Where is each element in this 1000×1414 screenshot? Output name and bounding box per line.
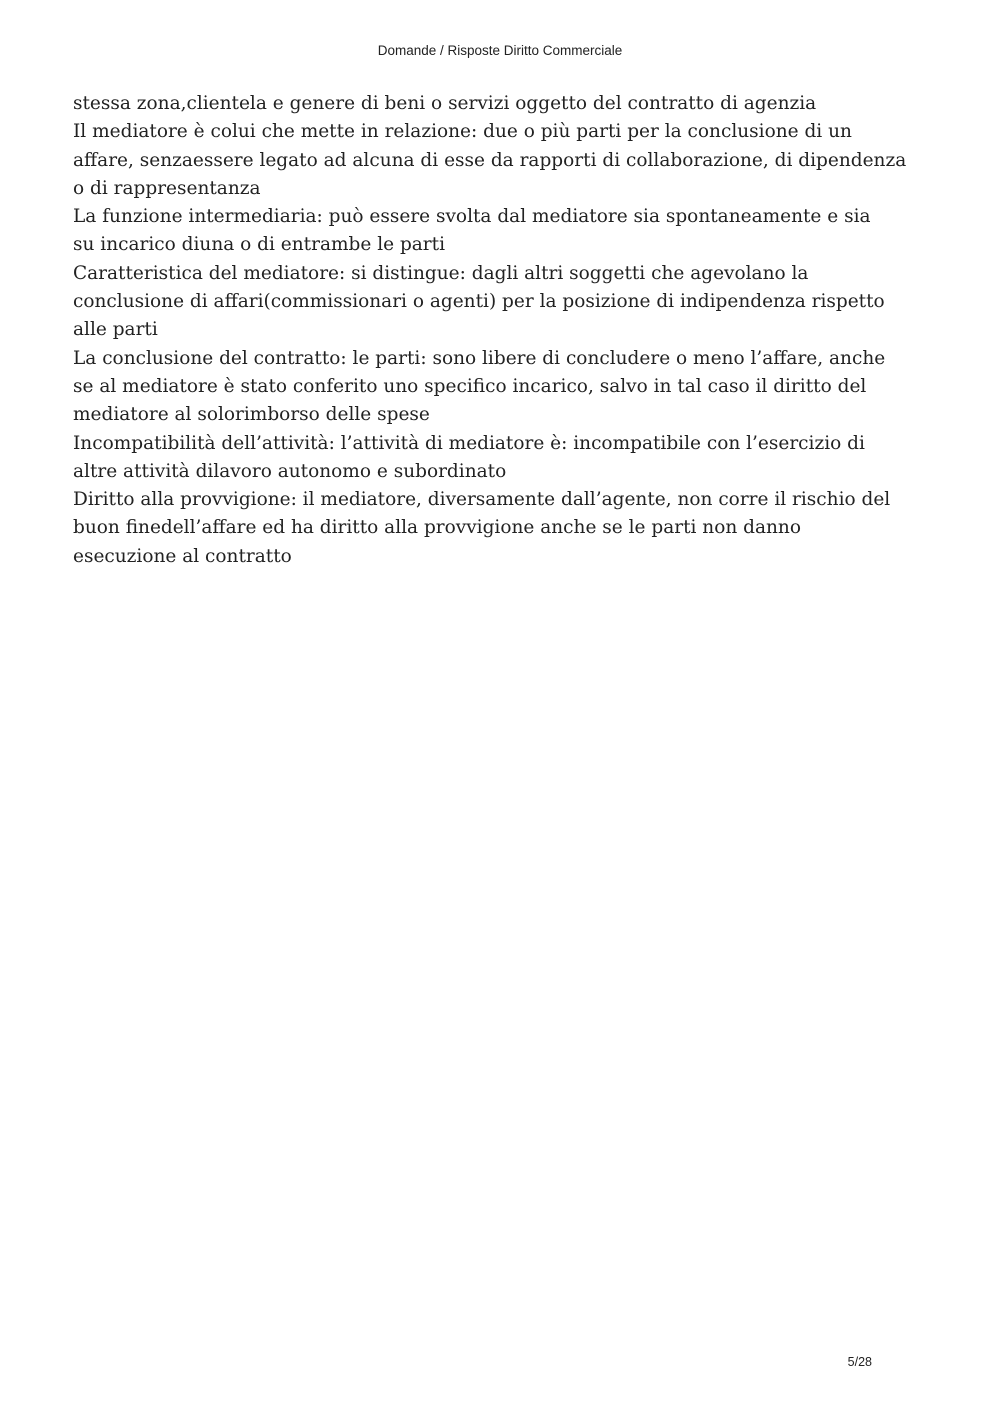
running-header: Domande / Risposte Diritto Commerciale: [377, 43, 623, 58]
paragraph: Il mediatore è colui che mette in relazione: due o più parti per la conclusione di un affare, senzaessere legato ad alcuna di esse da rapporti di collaborazione, di dipendenza o di rappresentanza: [73, 121, 907, 199]
paragraph: La funzione intermediaria: può essere svolta dal mediatore sia spontaneamente e sia su incarico diuna o di entrambe le parti: [73, 206, 871, 256]
page-number: 5/28: [847, 1355, 872, 1369]
paragraph: Caratteristica del mediatore: si distingue: dagli altri soggetti che agevolano la conclusione di affari(commissionari o agenti) per la posizione di indipendenza rispetto alle parti: [73, 262, 885, 341]
top-mark: [490, 0, 510, 3]
body-text: [73, 90, 933, 571]
paragraph: stessa zona,clientela e genere di beni o servizi oggetto del contratto di agenzia: [73, 93, 817, 114]
paragraph: La conclusione del contratto: le parti: sono libere di concludere o meno l’affare, anche se al mediatore è stato conferito uno specifico incarico, salvo in tal caso il diritto del mediatore al solorimborso delle spese: [73, 347, 886, 426]
paragraph: Diritto alla provvigione: il mediatore, diversamente dall’agente, non corre il rischio del buon finedell’affare ed ha diritto alla provvigione anche se le parti non danno esecuzione al contratto: [73, 489, 891, 567]
paragraph: Incompatibilità dell’attività: l’attività di mediatore è: incompatibile con l’esercizio di altre attività dilavoro autonomo e subordinato: [73, 432, 865, 482]
